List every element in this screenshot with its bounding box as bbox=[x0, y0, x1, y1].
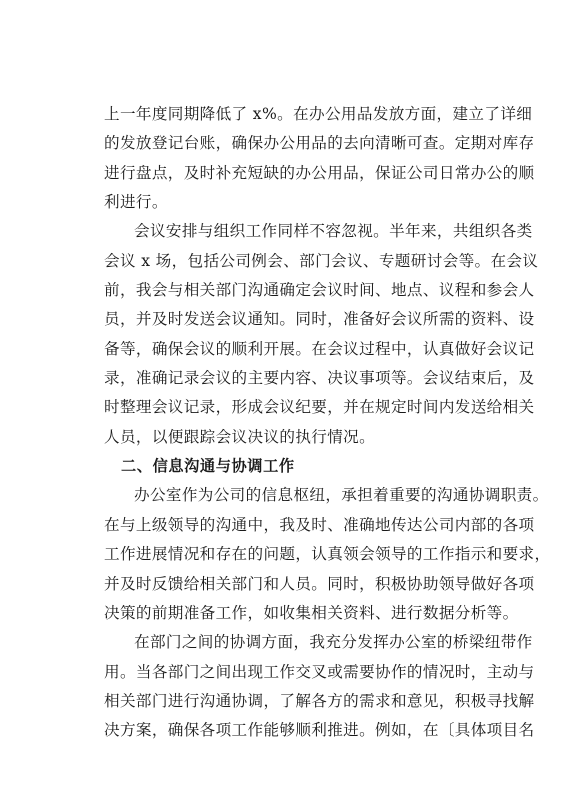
section-heading: 二、信息沟通与协调工作 bbox=[121, 457, 295, 476]
paragraph-line: 在部门之间的协调方面，我充分发挥办公室的桥梁纽带作 bbox=[134, 633, 533, 652]
paragraph-line: 员，并及时发送会议通知。同时，准备好会议所需的资料、设 bbox=[104, 310, 535, 329]
paragraph-line: 用。当各部门之间出现工作交叉或需要协作的情况时，主动与 bbox=[104, 662, 535, 681]
paragraph-line: 在与上级领导的沟通中，我及时、准确地传达公司内部的各项 bbox=[104, 515, 535, 534]
paragraph-line: 办公室作为公司的信息枢纽，承担着重要的沟通协调职责。 bbox=[134, 486, 549, 505]
paragraph-line: 的发放登记台账，确保办公用品的去向清晰可查。定期对库存 bbox=[104, 134, 535, 153]
paragraph-line: 进行盘点，及时补充短缺的办公用品，保证公司日常办公的顺 bbox=[104, 163, 535, 182]
paragraph-line: 相关部门进行沟通协调，了解各方的需求和意见，积极寻找解 bbox=[104, 691, 535, 710]
paragraph-line: 人员，以便跟踪会议决议的执行情况。 bbox=[104, 427, 376, 446]
document-body bbox=[104, 100, 551, 746]
paragraph-line: 工作进展情况和存在的问题，认真领会领导的工作指示和要求， bbox=[104, 545, 551, 564]
paragraph-line: 决策的前期准备工作，如收集相关资料、进行数据分析等。 bbox=[104, 603, 519, 622]
paragraph-line: 会议安排与组织工作同样不容忽视。半年来，共组织各类 bbox=[134, 222, 533, 241]
paragraph-line: 会议 x 场，包括公司例会、部门会议、专题研讨会等。在会议 bbox=[104, 251, 539, 270]
paragraph-line: 时整理会议记录，形成会议纪要，并在规定时间内发送给相关 bbox=[104, 398, 535, 417]
paragraph-line: 决方案，确保各项工作能够顺利推进。例如，在〔具体项目名 bbox=[104, 721, 535, 740]
paragraph-line: 并及时反馈给相关部门和人员。同时，积极协助领导做好各项 bbox=[104, 574, 535, 593]
paragraph-line: 备等，确保会议的顺利开展。在会议过程中，认真做好会议记 bbox=[104, 339, 535, 358]
paragraph-line: 上一年度同期降低了 x%。在办公用品发放方面，建立了详细 bbox=[104, 105, 533, 123]
paragraph-line: 录，准确记录会议的主要内容、决议事项等。会议结束后，及 bbox=[104, 369, 535, 388]
paragraph-line: 利进行。 bbox=[104, 193, 168, 212]
paragraph-line: 前，我会与相关部门沟通确定会议时间、地点、议程和参会人 bbox=[104, 281, 535, 300]
